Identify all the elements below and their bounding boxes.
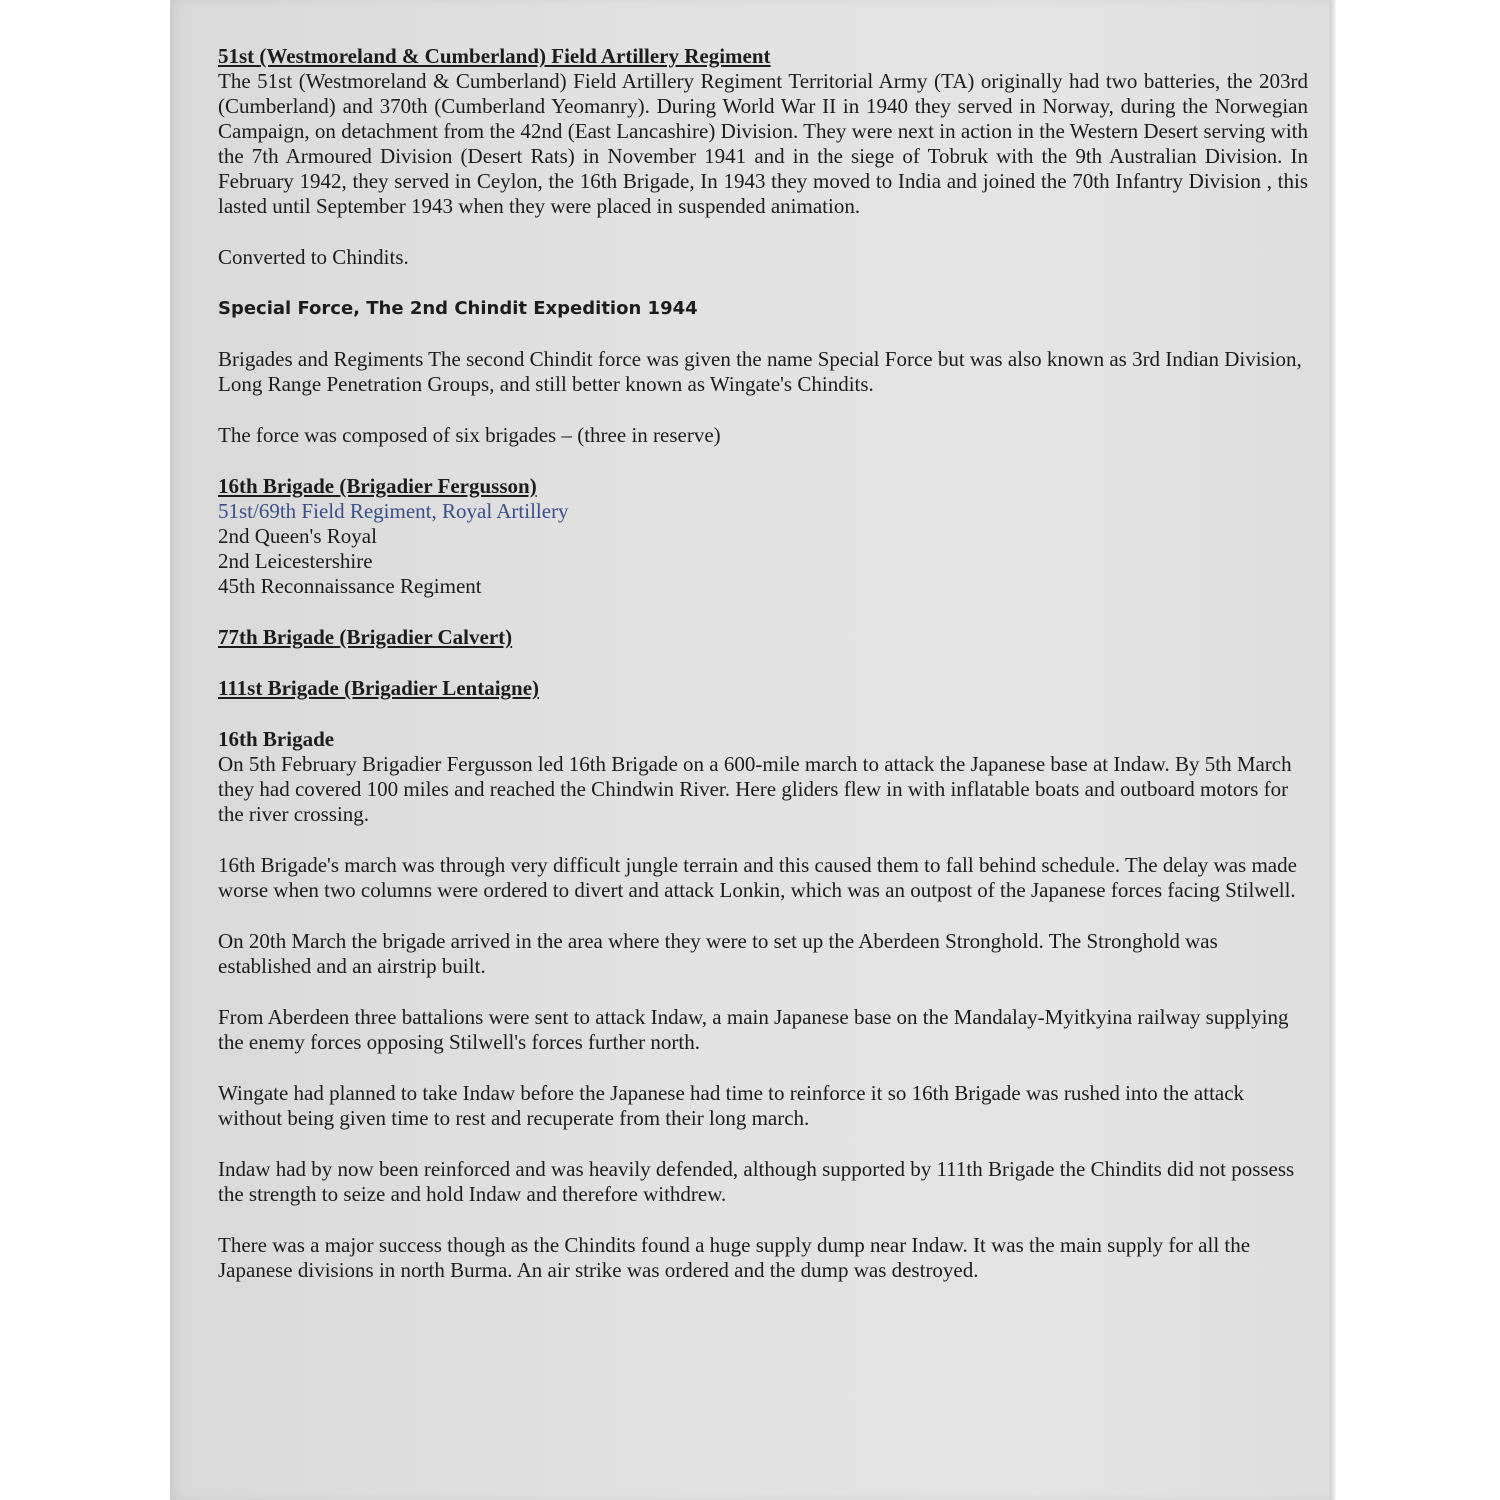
narrative-paragraph: 16th Brigade's march was through very difficult jungle terrain and this caused them to fall behind schedule. The delay was made worse when two columns were ordered to divert and attack Lonkin, which was an outpost of the Japanese forces facing Stilwell.	[218, 853, 1297, 902]
narrative-paragraph: From Aberdeen three battalions were sent to attack Indaw, a main Japanese base on the Mandalay-Myitkyina railway supplying the enemy forces opposing Stilwell's forces further north.	[218, 1005, 1289, 1054]
special-force-heading: Special Force, The 2nd Chindit Expedition 1944	[218, 298, 698, 319]
regiment-heading: 51st (Westmoreland & Cumberland) Field Artillery Regiment	[218, 44, 771, 68]
unit-list-item: 45th Reconnaissance Regiment	[218, 574, 482, 598]
unit-list-item: 2nd Queen's Royal	[218, 524, 377, 548]
force-composition: The force was composed of six brigades – (three in reserve)	[218, 423, 721, 447]
brigade-77-heading: 77th Brigade (Brigadier Calvert)	[218, 625, 513, 649]
narrative-paragraph: On 20th March the brigade arrived in the area where they were to set up the Aberdeen Stronghold. The Stronghold was established and an airstrip built.	[218, 929, 1218, 978]
unit-list-item: 2nd Leicestershire	[218, 549, 373, 573]
narrative-paragraph: Wingate had planned to take Indaw before the Japanese had time to reinforce it so 16th Brigade was rushed into the attack without being given time to rest and recuperate from their long march.	[218, 1081, 1245, 1130]
special-force-intro: Brigades and Regiments The second Chindit force was given the name Special Force but was also known as 3rd Indian Division, Long Range Penetration Groups, and still better known as Wingate's Chindits.	[218, 347, 1302, 396]
page-edge	[1330, 0, 1336, 1500]
regiment-paragraph: The 51st (Westmoreland & Cumberland) Field Artillery Regiment Territorial Army (TA) originally had two batteries, the 203rd (Cumberland) and 370th (Cumberland Yeomanry). During World War II in 1940 they served in Norway, during the Norwegian Campaign, on detachment from the 42nd (East Lancashire) Division. They were next in action in the Western Desert serving with the 7th Armoured Division (Desert Rats) in November 1941 and in the siege of Tobruk with the 9th Australian Division. In February 1942, they served in Ceylon, the 16th Brigade, In 1943 they moved to India and joined the 70th Infantry Division , this lasted until September 1943 when they were placed in suspended animation.	[218, 69, 1308, 218]
unit-list-item: 51st/69th Field Regiment, Royal Artillery	[218, 499, 569, 523]
converted-line: Converted to Chindits.	[218, 245, 409, 269]
page-text	[218, 44, 1308, 1283]
narrative-paragraph: On 5th February Brigadier Fergusson led 16th Brigade on a 600-mile march to attack the Japanese base at Indaw. By 5th March they had covered 100 miles and reached the Chindwin River. Here gliders flew in with inflatable boats and outboard motors for the river crossing.	[218, 752, 1292, 826]
brigade-111-heading: 111st Brigade (Brigadier Lentaigne)	[218, 676, 540, 700]
narrative-heading: 16th Brigade	[218, 727, 335, 751]
brigade-16-heading: 16th Brigade (Brigadier Fergusson)	[218, 474, 537, 498]
narrative-paragraph: Indaw had by now been reinforced and was heavily defended, although supported by 111th Brigade the Chindits did not possess the strength to seize and hold Indaw and therefore withdrew.	[218, 1157, 1295, 1206]
document-page	[170, 0, 1330, 1500]
narrative-paragraph: There was a major success though as the Chindits found a huge supply dump near Indaw. It was the main supply for all the Japanese divisions in north Burma. An air strike was ordered and the dump was destroyed.	[218, 1233, 1251, 1282]
